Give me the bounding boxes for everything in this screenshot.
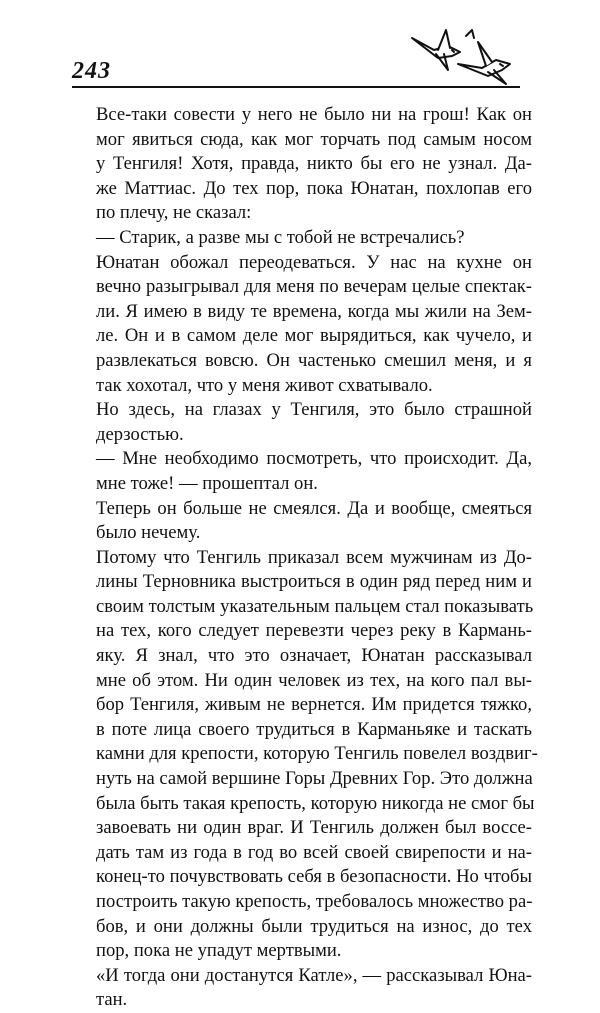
text-line: камни для крепости, которую Тенгиль повелел воздвиг- <box>96 743 538 765</box>
page-number: 243 <box>72 58 111 84</box>
text-line: по плечу, не сказал: <box>96 202 252 224</box>
paragraph <box>72 103 532 226</box>
text-line: вечно разыгрывал для меня по вечерам целые спектак- <box>96 276 532 298</box>
text-line: Но здесь, на глазах у Тенгиля, это было страшной <box>96 399 532 421</box>
text-line: своим толстым указательным пальцем стал показывать <box>96 595 534 617</box>
text-line: тан. <box>96 989 128 1011</box>
paragraph <box>72 964 532 1013</box>
text-line: бов, и они должны были трудиться на износ, до тех <box>96 915 532 937</box>
text-line: нуть на самой вершине Горы Древних Гор. Это должна <box>96 768 533 790</box>
text-line: построить такую крепость, требовалось множество ра- <box>96 891 533 912</box>
text-line: было нечему. <box>96 522 201 544</box>
text-line: Потому что Тенгиль приказал всем мужчинам из До- <box>96 546 532 568</box>
text-line: Все-таки совести у него не было ни на грош! Как он <box>96 104 532 125</box>
text-line: мне тоже! — прошептал он. <box>96 472 318 494</box>
paragraph <box>72 398 532 447</box>
text-line: в поте лица своего трудиться в Карманьяке и таскать <box>96 718 532 740</box>
text-line: мне об этом. Ни один человек из тех, на кого пал вы- <box>96 669 532 691</box>
paragraph <box>72 497 532 546</box>
text-line: так хохотал, что у меня живот схватывало. <box>96 374 433 396</box>
text-line: конец-то почувствовать себя в безопасности. Но чтобы <box>96 866 532 888</box>
text-line: была быть такая крепость, которую никогда не смог бы <box>96 792 535 814</box>
header-rule <box>72 86 520 88</box>
text-line: у Тенгиля! Хотя, правда, никто бы его не узнал. Да- <box>96 153 532 175</box>
text-line: ле. Он и в самом деле мог вырядиться, как чучело, и <box>96 325 532 347</box>
text-line: ли. Я имею в виду те времена, когда мы жили на Зем- <box>96 300 532 322</box>
text-line: дать там из года в год во всей своей свирепости и на- <box>96 841 532 863</box>
text-line: «И тогда они достанутся Катле», — рассказывал Юна- <box>96 964 532 986</box>
body-text <box>72 103 538 1013</box>
text-line: пор, пока не упадут мертвыми. <box>96 940 342 962</box>
text-line: развлекаться вовсю. Он частенько смешил меня, и я <box>96 349 532 371</box>
text-line: яку. Я знал, что это означает, Юнатан рассказывал <box>96 645 532 667</box>
birds-icon <box>408 24 524 88</box>
text-line: Теперь он больше не смеялся. Да и вообще, смеяться <box>96 497 532 519</box>
text-line: мог явиться сюда, как мог торчать под самым носом <box>96 128 532 150</box>
text-line: — Старик, а разве мы с тобой не встречались? <box>96 226 465 248</box>
text-line: завоевать ни один враг. И Тенгиль должен был воссе- <box>96 817 532 839</box>
paragraph <box>72 447 532 496</box>
paragraph <box>72 251 532 399</box>
paragraph <box>72 546 538 964</box>
text-line: же Маттиас. До тех пор, пока Юнатан, похлопав его <box>96 177 532 199</box>
text-line: бор Тенгиля, живым не вернется. Им придется тяжко, <box>96 694 532 716</box>
text-line: дерзостью. <box>96 423 184 445</box>
text-line: лины Терновника выстроиться в один ряд перед ним и <box>96 571 532 593</box>
text-line: на тех, кого следует перевезти через реку в Кармань- <box>96 620 532 642</box>
paragraph <box>72 226 532 251</box>
text-line: — Мне необходимо посмотреть, что происходит. Да, <box>96 448 532 470</box>
text-line: Юнатан обожал переодеваться. У нас на кухне он <box>96 251 532 273</box>
